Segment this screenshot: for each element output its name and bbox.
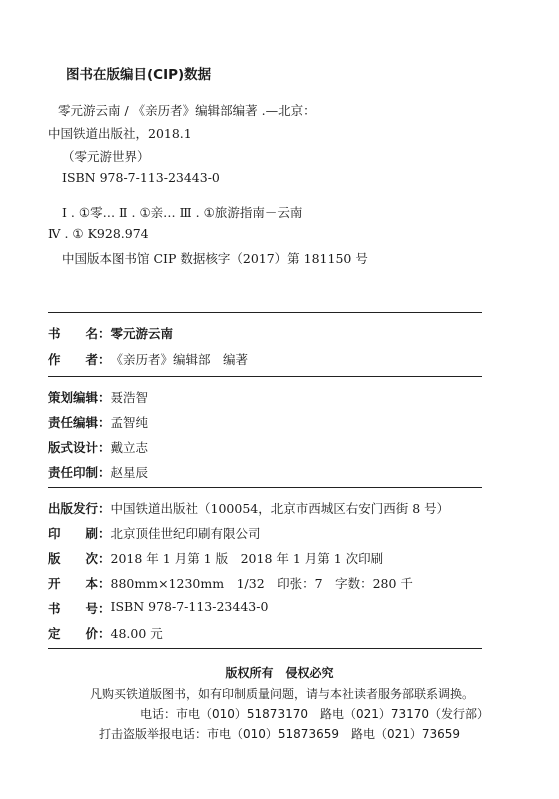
publication-row [48,599,268,617]
editor-label: 责任印制： [48,465,111,480]
editor-value: 戴立志 [110,440,149,455]
publication-row [48,499,449,517]
cip-line: 中国版本图书馆 CIP 数据核字（2017）第 181150 号 [62,251,368,266]
editor-label: 策划编辑： [48,390,111,405]
divider [48,487,482,488]
publication-value: 48.00 元 [110,626,163,641]
publication-value: 北京顶佳世纪印刷有限公司 [110,526,261,541]
publication-label: 版 次： [48,551,111,566]
cip-line: （零元游世界） [62,149,150,164]
publication-row [48,524,261,542]
publication-value: 中国铁道出版社（100054，北京市西城区右安门西街 8 号） [110,501,450,516]
publication-label: 定 价： [48,626,111,641]
publication-label: 出版发行： [48,501,111,516]
cip-line: 零元游云南 / 《亲历者》编辑部编著 .—北京： [58,103,316,118]
cip-line: 中国铁道出版社，2018.1 [48,126,192,141]
publication-label: 印 刷： [48,526,111,541]
publication-value: ISBN 978-7-113-23443-0 [110,599,269,614]
publication-label: 开 本： [48,576,111,591]
divider [48,312,482,313]
editor-value: 赵星辰 [110,465,149,480]
phone-line: 电话：市电（010）51873170 路电（021）73170（发行部） [140,707,490,721]
book-title-value: 零元游云南 [110,326,174,341]
cip-line: Ⅳ . ① K928.974 [48,226,149,241]
quality-notice: 凡购买铁道版图书，如有印制质量问题，请与本社读者服务部联系调换。 [90,687,475,701]
cip-title: 图书在版编目(CIP)数据 [66,67,212,83]
publication-row [48,574,413,592]
editor-row [48,438,148,456]
publication-row [48,549,383,567]
author-label: 作 者： [48,352,111,367]
publication-value: 880mm×1230mm 1/32 印张：7 字数：280 千 [110,576,413,591]
editor-row [48,388,148,406]
piracy-line: 打击盗版举报电话：市电（010）51873659 路电（021）73659 [99,727,461,741]
editor-value: 聂浩智 [110,390,149,405]
editor-value: 孟智纯 [110,415,149,430]
editor-label: 版式设计： [48,440,111,455]
editor-label: 责任编辑： [48,415,111,430]
book-title-row [48,324,173,342]
editor-row [48,463,148,481]
cip-line: ISBN 978-7-113-23443-0 [62,170,220,185]
rights-notice: 版权所有 侵权必究 [225,666,334,680]
divider [48,376,482,377]
divider [48,648,482,649]
book-title-label: 书 名： [48,326,111,341]
author-row [48,350,248,368]
cip-line: Ⅰ . ①零… Ⅱ . ①亲… Ⅲ . ①旅游指南－云南 [62,205,303,220]
publication-row [48,624,163,642]
publication-label: 书 号： [48,601,111,616]
author-value: 《亲历者》编辑部 编著 [110,352,249,367]
editor-row [48,413,148,431]
publication-value: 2018 年 1 月第 1 版 2018 年 1 月第 1 次印刷 [110,551,384,566]
